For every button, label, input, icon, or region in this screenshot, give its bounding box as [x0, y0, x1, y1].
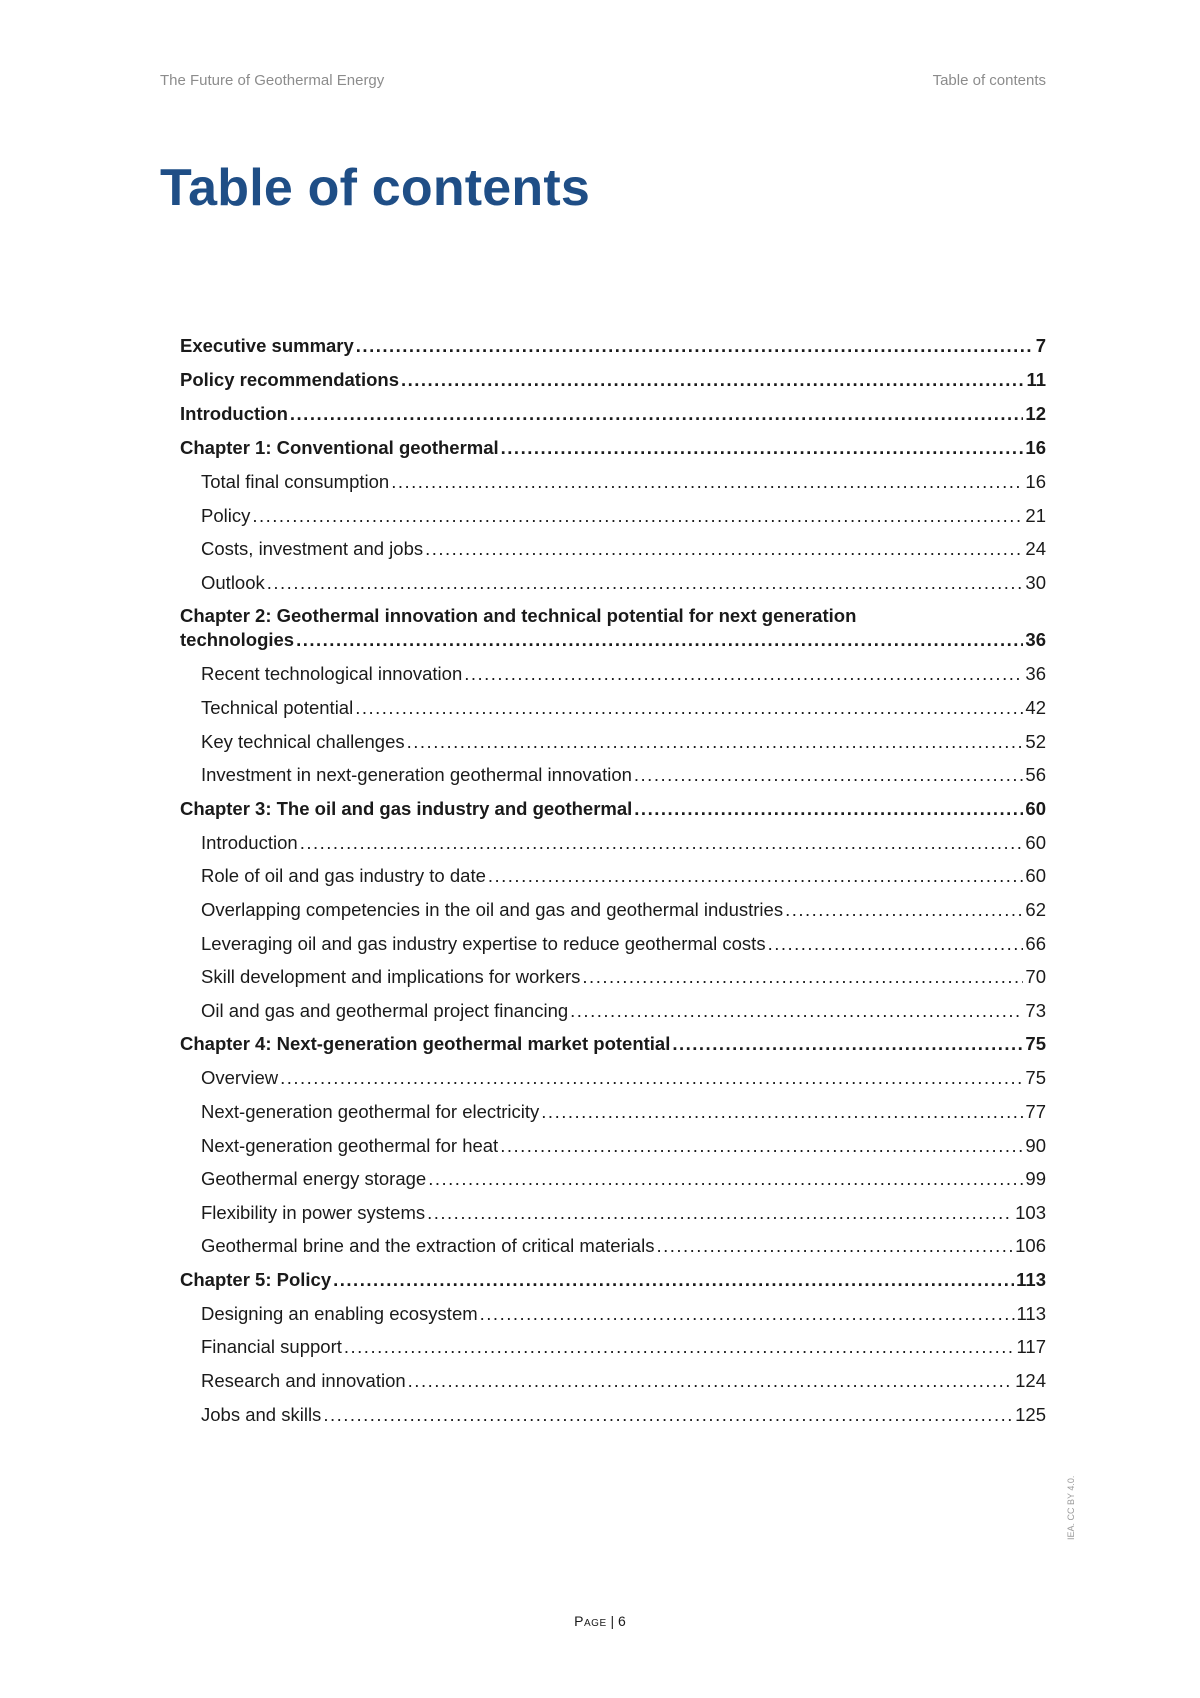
toc-chapter-entry[interactable]	[180, 402, 1046, 426]
dot-leader	[480, 1302, 1015, 1326]
dot-leader	[785, 898, 1023, 922]
toc-page-number: 60	[1025, 797, 1046, 819]
toc-section-entry[interactable]	[180, 1100, 1046, 1124]
toc-entry-title: Jobs and skills	[201, 1403, 322, 1425]
dot-leader	[408, 1369, 1013, 1393]
toc-page-number: 24	[1025, 538, 1046, 560]
toc-entry-title: Executive summary	[180, 335, 354, 356]
toc-section-entry[interactable]	[180, 1302, 1046, 1326]
dot-leader	[501, 436, 1024, 460]
toc-chapter-entry[interactable]	[180, 436, 1046, 460]
toc-entry-title: Chapter 3: The oil and gas industry and geothermal	[180, 797, 633, 819]
dot-leader	[356, 334, 1034, 358]
toc-entry-title: Overlapping competencies in the oil and gas and geothermal industries	[201, 898, 784, 920]
toc-section-entry[interactable]	[180, 864, 1046, 888]
toc-entry-title: Introduction	[201, 831, 298, 853]
toc-section-entry[interactable]	[180, 537, 1046, 561]
dot-leader	[541, 1100, 1023, 1124]
page-title: Table of contents	[160, 159, 591, 217]
toc-entry-title: Leveraging oil and gas industry expertise to reduce geothermal costs	[201, 932, 766, 954]
toc-entry-title: Chapter 1: Conventional geothermal	[180, 437, 499, 458]
toc-page-number: 7	[1035, 335, 1046, 356]
dot-leader	[500, 1134, 1023, 1158]
toc-entry-title: Next-generation geothermal for heat	[201, 1134, 499, 1156]
dot-leader	[280, 1066, 1023, 1090]
toc-page-number: 56	[1025, 764, 1046, 786]
toc-section-entry[interactable]	[180, 1134, 1046, 1158]
toc-entry-title: Financial support	[201, 1336, 342, 1358]
toc-entry-title: Chapter 5: Policy	[180, 1268, 332, 1290]
toc-entry-title: Outlook	[201, 571, 265, 593]
dot-leader	[656, 1234, 1013, 1258]
toc-entry-title: Skill development and implications for workers	[201, 966, 581, 988]
toc-entry-title: Policy	[201, 504, 251, 526]
toc-page-number: 75	[1025, 1033, 1046, 1055]
toc-page-number: 113	[1016, 1268, 1046, 1290]
dot-leader	[401, 368, 1024, 392]
toc-section-entry[interactable]	[180, 1201, 1046, 1225]
toc-section-entry[interactable]	[180, 730, 1046, 754]
toc-section-entry[interactable]	[180, 662, 1046, 686]
toc-chapter-entry[interactable]	[180, 334, 1046, 358]
toc-chapter-entry[interactable]	[180, 1032, 1046, 1056]
toc-entry-title: Designing an enabling ecosystem	[201, 1302, 478, 1324]
running-header	[160, 72, 1046, 89]
dot-leader	[634, 763, 1024, 787]
dot-leader	[464, 662, 1023, 686]
dot-leader	[300, 831, 1024, 855]
toc-entry-title: Introduction	[180, 403, 288, 424]
toc-page-number: 99	[1025, 1168, 1046, 1190]
toc-section-entry[interactable]	[180, 999, 1046, 1023]
dot-leader	[252, 504, 1023, 528]
toc-section-entry[interactable]	[180, 1369, 1046, 1393]
toc-entry-title: Chapter 4: Next-generation geothermal market potential	[180, 1033, 671, 1055]
toc-entry-title: Policy recommendations	[180, 369, 399, 390]
toc-entry-title: Chapter 2: Geothermal innovation and technical potential for next generation	[180, 605, 857, 627]
toc-section-entry[interactable]	[180, 696, 1046, 720]
dot-leader	[355, 696, 1023, 720]
license-note: IEA. CC BY 4.0.	[1066, 1475, 1076, 1540]
dot-leader	[290, 402, 1024, 426]
toc-section-entry[interactable]	[180, 932, 1046, 956]
dot-leader	[488, 864, 1024, 888]
toc-page-number: 90	[1025, 1134, 1046, 1156]
toc-page-number: 60	[1025, 831, 1046, 853]
toc-entry-title: Geothermal energy storage	[201, 1168, 427, 1190]
toc-chapter-entry[interactable]	[180, 604, 1046, 652]
toc-page-number: 70	[1025, 966, 1046, 988]
toc-page-number: 125	[1015, 1403, 1046, 1425]
toc-page-number: 66	[1025, 932, 1046, 954]
toc-page-number: 16	[1025, 437, 1046, 458]
toc-entry-title: Key technical challenges	[201, 730, 405, 752]
toc-section-entry[interactable]	[180, 571, 1046, 595]
toc-page-number: 36	[1025, 663, 1046, 685]
dot-leader	[582, 965, 1023, 989]
toc-entry-title: Recent technological innovation	[201, 663, 463, 685]
toc-page-number: 11	[1026, 369, 1046, 390]
toc-page-number: 113	[1016, 1302, 1046, 1324]
toc-entry-title: Overview	[201, 1067, 279, 1089]
toc-chapter-entry[interactable]	[180, 1268, 1046, 1292]
toc-page-number: 30	[1025, 571, 1046, 593]
toc-section-entry[interactable]	[180, 763, 1046, 787]
toc-page-number: 52	[1025, 730, 1046, 752]
toc-entry-title: Geothermal brine and the extraction of critical materials	[201, 1235, 655, 1257]
table-of-contents	[180, 334, 1046, 1436]
toc-page-number: 73	[1025, 999, 1046, 1021]
toc-page-number: 42	[1025, 696, 1046, 718]
toc-page-number: 21	[1025, 504, 1046, 526]
dot-leader	[296, 628, 1023, 652]
toc-entry-title: technologies	[180, 629, 295, 651]
toc-section-entry[interactable]	[180, 898, 1046, 922]
toc-section-entry[interactable]	[180, 504, 1046, 528]
toc-page-number: 124	[1015, 1370, 1046, 1392]
toc-page-number: 75	[1025, 1067, 1046, 1089]
toc-page-number: 117	[1016, 1336, 1046, 1358]
toc-section-entry[interactable]	[180, 1234, 1046, 1258]
dot-leader	[634, 797, 1023, 821]
dot-leader	[427, 1201, 1013, 1225]
toc-page-number: 12	[1025, 403, 1046, 424]
dot-leader	[428, 1167, 1023, 1191]
toc-page-number: 16	[1025, 471, 1046, 492]
toc-entry-title: Role of oil and gas industry to date	[201, 865, 486, 887]
dot-leader	[407, 730, 1024, 754]
toc-page-number: 62	[1025, 898, 1046, 920]
toc-page-number: 77	[1025, 1100, 1046, 1122]
toc-entry-title: Investment in next-generation geothermal innovation	[201, 764, 632, 786]
page-footer	[0, 1613, 1200, 1629]
toc-page-number: 36	[1025, 629, 1046, 651]
dot-leader	[267, 571, 1024, 595]
toc-entry-title: Research and innovation	[201, 1370, 406, 1392]
dot-leader	[333, 1268, 1014, 1292]
dot-leader	[323, 1403, 1013, 1427]
toc-section-entry[interactable]	[180, 831, 1046, 855]
toc-entry-title: Oil and gas and geothermal project financing	[201, 999, 569, 1021]
page-label: Page	[574, 1613, 607, 1629]
toc-section-entry[interactable]	[180, 1403, 1046, 1427]
dot-leader	[672, 1032, 1023, 1056]
page-number: 6	[618, 1613, 626, 1629]
toc-section-entry[interactable]	[180, 965, 1046, 989]
toc-entry-title: Total final consumption	[201, 471, 390, 492]
toc-page-number: 103	[1015, 1201, 1046, 1223]
page-separator: |	[610, 1613, 615, 1629]
toc-section-entry[interactable]	[180, 470, 1046, 494]
toc-page-number: 60	[1025, 865, 1046, 887]
header-document-title: The Future of Geothermal Energy	[160, 72, 385, 89]
toc-chapter-entry[interactable]	[180, 368, 1046, 392]
dot-leader	[570, 999, 1023, 1023]
toc-entry-title: Costs, investment and jobs	[201, 538, 424, 560]
dot-leader	[425, 537, 1023, 561]
toc-section-entry[interactable]	[180, 1167, 1046, 1191]
dot-leader	[391, 470, 1023, 494]
dot-leader	[768, 932, 1024, 956]
toc-section-entry[interactable]	[180, 1066, 1046, 1090]
toc-section-entry[interactable]	[180, 1335, 1046, 1359]
toc-entry-title: Next-generation geothermal for electricity	[201, 1100, 540, 1122]
toc-page-number: 106	[1015, 1235, 1046, 1257]
toc-entry-title: Flexibility in power systems	[201, 1201, 426, 1223]
header-section-title: Table of contents	[932, 72, 1046, 89]
toc-entry-title: Technical potential	[201, 696, 354, 718]
dot-leader	[344, 1335, 1015, 1359]
toc-chapter-entry[interactable]	[180, 797, 1046, 821]
